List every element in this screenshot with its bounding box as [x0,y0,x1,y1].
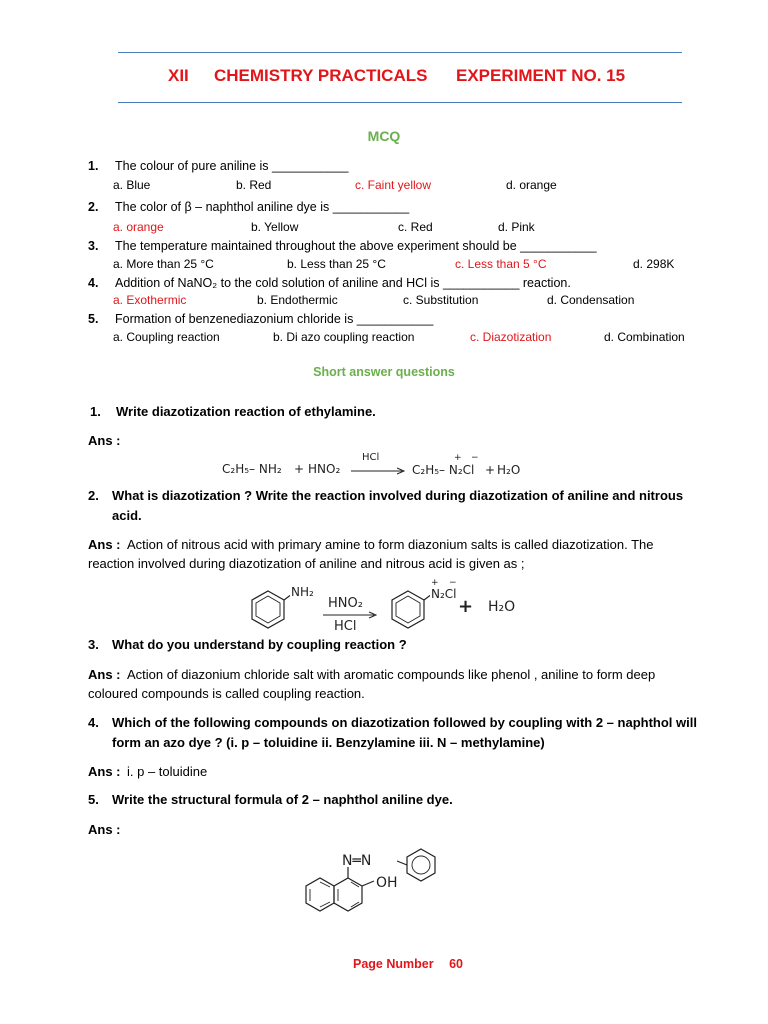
r1-reactant2: HNO₂ [308,462,341,476]
mcq-option: c. Red [398,220,433,234]
mcq-option: d. orange [506,178,557,192]
mcq-question-number: 3. [88,239,99,253]
sq2-text-line1: What is diazotization ? Write the reaction involved during diazotization of aniline and nitrous [112,488,684,503]
mcq-option: d. 298K [633,257,675,271]
mcq-option: a. More than 25 °C [113,257,214,271]
mcq-question-text: The colour of pure aniline is ___________ [115,159,349,173]
mcq-question-text: Addition of NaNO₂ to the cold solution of aniline and HCl is ___________ reaction. [115,276,571,290]
sq1-number: 1. [90,404,101,419]
mcq-option: d. Condensation [547,293,635,307]
reaction-ethylamine [222,454,532,486]
mcq-question-number: 4. [88,276,99,290]
r2-reagent-bottom: HCl [334,619,357,634]
sq3-text: What do you understand by coupling reaction ? [112,637,407,652]
r2-charge-minus: − [449,578,457,588]
page-number [353,957,463,971]
r1-reagent: HCl [362,452,380,463]
r1-plus: + [294,462,305,476]
mcq-question-text: Formation of benzenediazonium chloride is ___________ [115,312,434,326]
dye-oh-label: OH [376,875,398,891]
mcq-option: d. Pink [498,220,535,234]
sq5-ans-label: Ans : [88,822,121,837]
dye-structure [290,843,450,933]
sq2-number: 2. [88,488,99,503]
sq3-ans-line1: Action of diazonium chloride salt with aromatic compounds like phenol , aniline to form deep [127,667,656,682]
r2-product2: H₂O [488,599,516,615]
mcq-option: a. Coupling reaction [113,330,220,344]
mcq-option-correct: c. Less than 5 °C [455,257,547,271]
header-bottom-rule [118,102,682,103]
mcq-option: b. Yellow [251,220,299,234]
sq5-text: Write the structural formula of 2 – naphthol aniline dye. [112,792,453,807]
header-experiment: EXPERIMENT NO. 15 [456,66,626,85]
mcq-question-number: 5. [88,312,99,326]
sq3-number: 3. [88,637,99,652]
r1-charge-plus: + [454,453,462,463]
sq4-ans-label: Ans : [88,764,121,779]
dye-azo-label: N═N [342,853,372,869]
r2-plus: + [458,596,474,617]
mcq-option-correct: a. Exothermic [113,293,187,307]
sq2-ans-label: Ans : [88,537,121,552]
sq4-text-line1: Which of the following compounds on diazotization followed by coupling with 2 – naphthol will [112,715,697,730]
mcq-question-number: 2. [88,200,99,214]
benzene-ring-icon [246,588,290,632]
mcq-option-correct: c. Diazotization [470,330,552,344]
page-number-value: 60 [449,957,463,971]
mcq-option-correct: c. Faint yellow [355,178,432,192]
r1-charge-minus: − [471,453,479,463]
r2-charge-plus: + [431,578,439,588]
mcq-option: b. Endothermic [257,293,338,307]
sq4-ans: i. p – toluidine [127,764,208,779]
sq1-text: Write diazotization reaction of ethylamine. [116,404,376,419]
sq3-ans-line2: coloured compounds is called coupling reaction. [88,686,365,701]
mcq-question-text: The temperature maintained throughout the above experiment should be ___________ [115,239,597,253]
mcq-option: b. Less than 25 °C [287,257,386,271]
short-answer-heading: Short answer questions [313,365,455,379]
r1-product2: H₂O [497,463,521,477]
header-class: XII [168,66,189,85]
mcq-question-number: 1. [88,159,99,173]
mcq-option: b. Red [236,178,272,192]
mcq-heading: MCQ [367,128,401,144]
r1-product1: C₂H₅– N₂Cl [412,463,475,477]
r2-amine-group: NH₂ [291,585,314,599]
mcq-option: d. Combination [604,330,685,344]
mcq-option: a. Blue [113,178,151,192]
mcq-option: b. Di azo coupling reaction [273,330,415,344]
mcq-option: c. Substitution [403,293,479,307]
mcq-question-text: The color of β – naphthol aniline dye is ___________ [115,200,410,214]
benzene-ring-product-icon [386,588,430,632]
sq3-ans-label: Ans : [88,667,121,682]
header-top-rule [118,52,682,53]
header-subject: CHEMISTRY PRACTICALS [214,66,428,85]
r1-arrow-icon [350,466,408,476]
sq4-number: 4. [88,715,99,730]
sq2-ans-line1: Action of nitrous acid with primary amine to form diazonium salts is called diazotization. The [127,537,654,552]
sq1-ans-label: Ans : [88,433,121,448]
r2-reagent-top: HNO₂ [328,596,363,611]
reaction-aniline [244,578,534,640]
sq4-text-line2: form an azo dye ? (i. p – toluidine ii. Benzylamine iii. N – methylamine) [112,735,545,750]
sq2-text-line2: acid. [112,508,142,523]
page-number-label: Page Number [353,957,434,971]
r1-plus2: + [485,463,496,477]
r2-product-group: N₂Cl [431,587,457,601]
mcq-option-correct: a. orange [113,220,164,234]
sq2-ans-line2: reaction involved during diazotization of aniline and nitrous acid is given as ; [88,556,525,571]
r1-reactant1: C₂H₅– NH₂ [222,462,282,476]
sq5-number: 5. [88,792,99,807]
